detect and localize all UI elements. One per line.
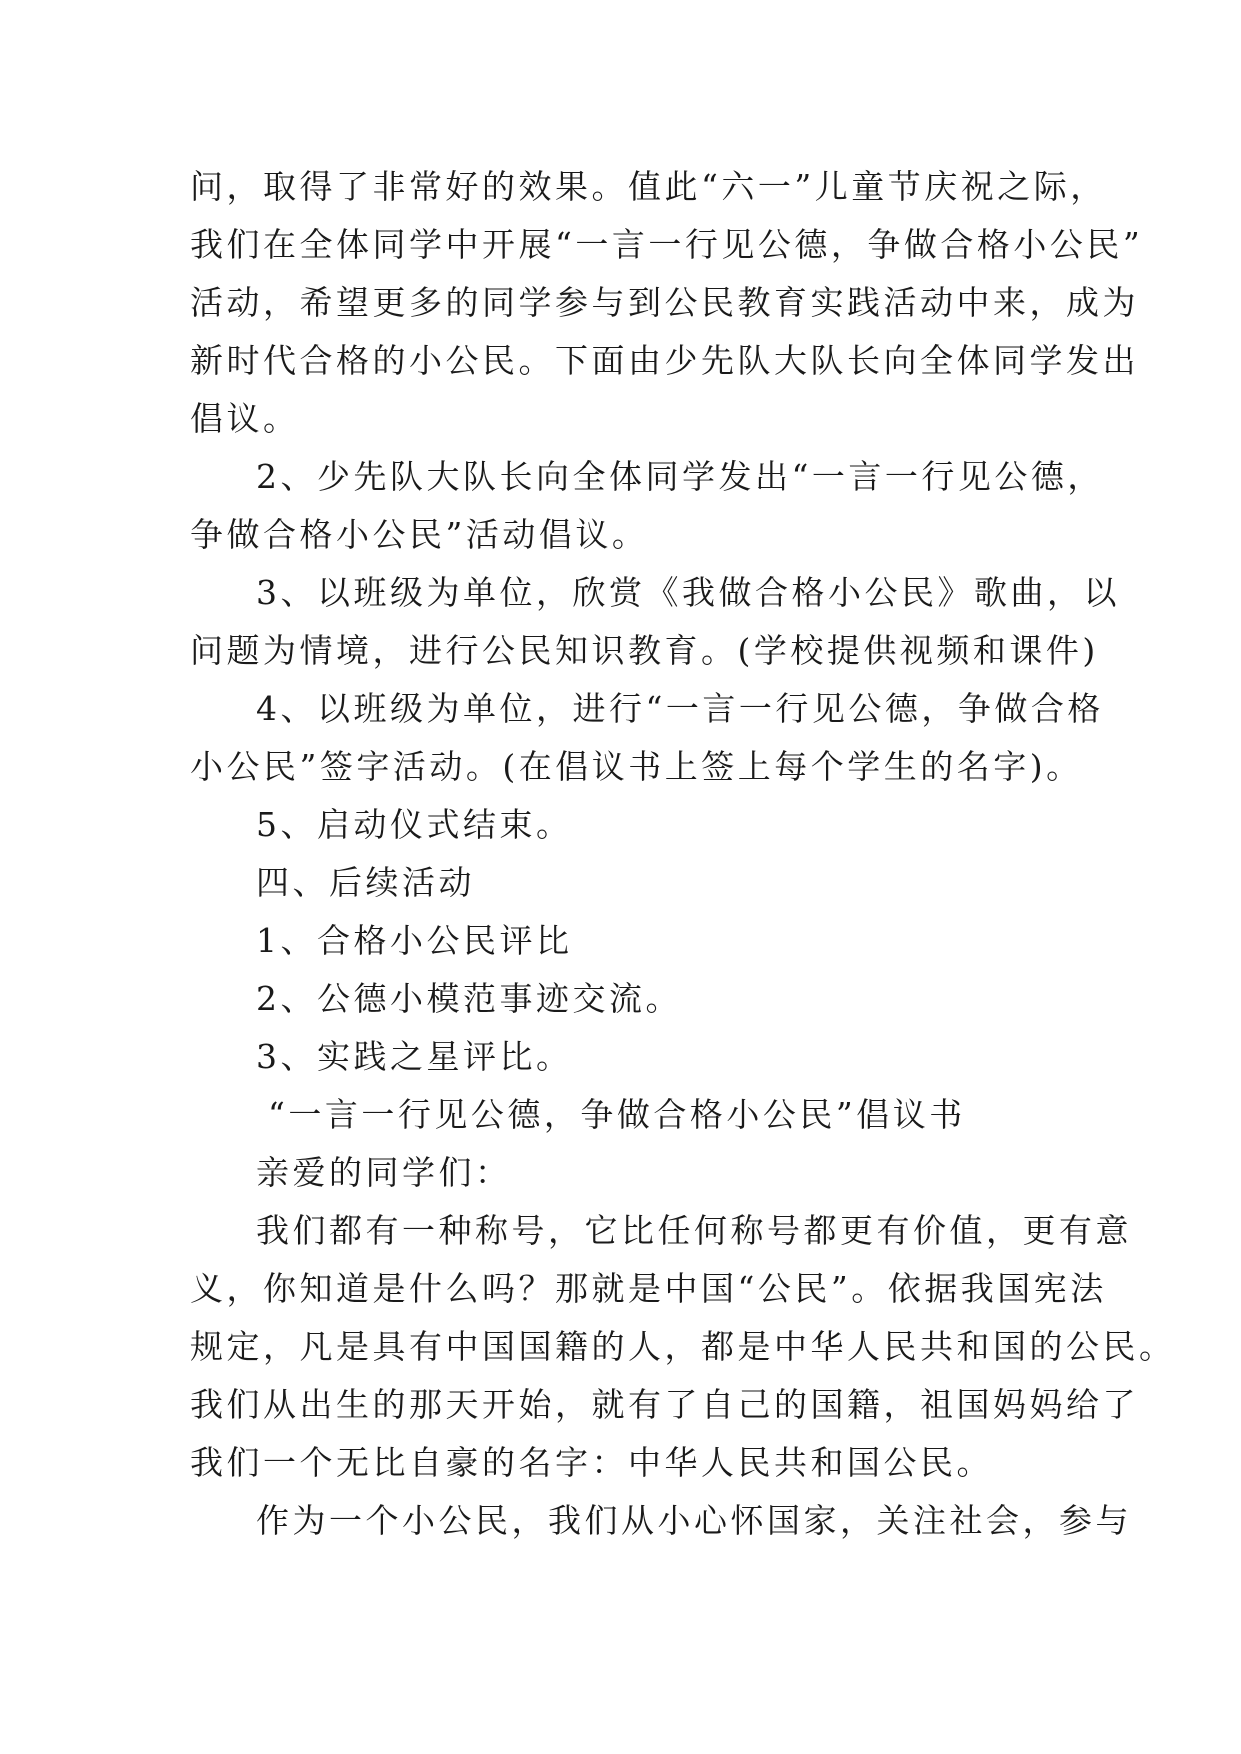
text-line: 规定，凡是具有中国国籍的人，都是中华人民共和国的公民。 <box>190 1327 1176 1366</box>
list-item: 1、合格小公民评比 <box>256 921 573 960</box>
paragraph-start: 作为一个小公民，我们从小心怀国家，关注社会，参与 <box>256 1501 1132 1540</box>
text-line: 倡议。 <box>190 399 300 438</box>
list-item-3: 3、以班级为单位，欣赏《我做合格小公民》歌曲，以 <box>256 573 1120 612</box>
text-line: 争做合格小公民”活动倡议。 <box>190 515 649 554</box>
text-line: 我们从出生的那天开始，就有了自己的国籍，祖国妈妈给了 <box>190 1385 1139 1424</box>
document-body <box>190 158 1176 1550</box>
salutation: 亲爱的同学们： <box>256 1153 512 1192</box>
text-line: 小公民”签字活动。(在倡议书上签上每个学生的名字)。 <box>190 747 1083 786</box>
text-line: 新时代合格的小公民。下面由少先队大队长向全体同学发出 <box>190 341 1139 380</box>
text-line: 问，取得了非常好的效果。值此“六一”儿童节庆祝之际， <box>190 167 1107 206</box>
list-item-4: 4、以班级为单位，进行“一言一行见公德，争做合格 <box>256 689 1104 728</box>
text-line: 活动，希望更多的同学参与到公民教育实践活动中来，成为 <box>190 283 1139 322</box>
list-item-5: 5、启动仪式结束。 <box>256 805 573 844</box>
proposal-title: “一言一行见公德，争做合格小公民”倡议书 <box>268 1095 966 1134</box>
paragraph-start: 我们都有一种称号，它比任何称号都更有价值，更有意 <box>256 1211 1132 1250</box>
list-item-2: 2、少先队大队长向全体同学发出“一言一行见公德， <box>256 457 1104 496</box>
section-heading: 四、后续活动 <box>256 863 475 902</box>
text-line: 问题为情境，进行公民知识教育。(学校提供视频和课件) <box>190 631 1099 670</box>
list-item: 2、公德小模范事迹交流。 <box>256 979 682 1018</box>
text-line: 义，你知道是什么吗？那就是中国“公民”。依据我国宪法 <box>190 1269 1107 1308</box>
list-item: 3、实践之星评比。 <box>256 1037 573 1076</box>
text-line: 我们一个无比自豪的名字：中华人民共和国公民。 <box>190 1443 993 1482</box>
text-line: 我们在全体同学中开展“一言一行见公德，争做合格小公民” <box>190 225 1144 264</box>
